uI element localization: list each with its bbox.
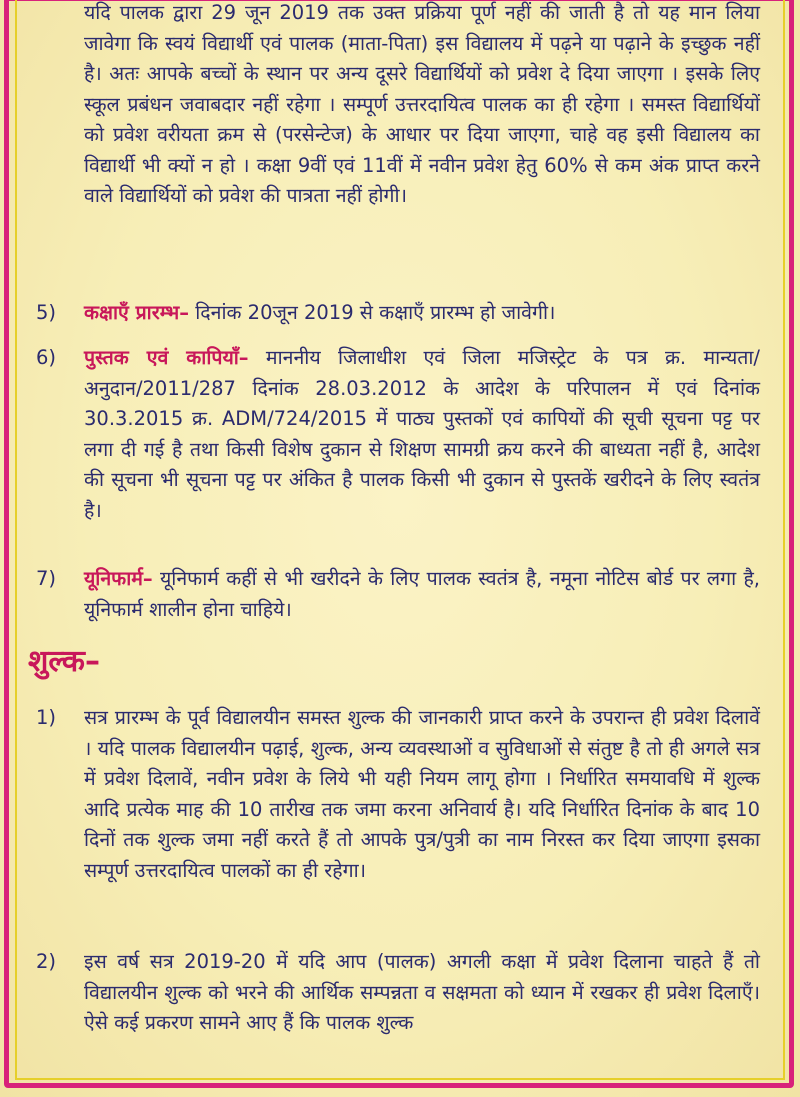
- fee-1-number: 1): [36, 706, 57, 729]
- intro-paragraph: यदि पालक द्वारा 29 जून 2019 तक उक्त प्रक्रिया पूर्ण नहीं की जाती है तो यह मान लिया जावेगा कि स्वयं विद्यार्थी एवं पालक (माता-पिता) इस विद्यालय में पढ़ने या पढ़ाने के इच्छुक नहीं है। अतः आपके बच्चों के स्थान पर अन्य दूसरे विद्यार्थियों को प्रवेश दे दिया जाएगा । इसके लिए स्कूल प्रबंधन जवाबदार नहीं रहेगा । सम्पूर्ण उत्तरदायित्व पालक का ही रहेगा । समस्त विद्यार्थियों को प्रवेश वरीयता क्रम से (परसेन्टेज) के आधार पर दिया जाएगा, चाहे वह इसी विद्यालय का विद्यार्थी भी क्यों न हो । कक्षा 9वीं एवं 11वीं में नवीन प्रवेश हेतु 60% से कम अंक प्राप्त करने वाले विद्यार्थियों को प्रवेश की पात्रता नहीं होगी।: [84, 1, 760, 207]
- rule-7-title: यूनिफार्म–: [84, 567, 153, 590]
- rule-6-number: 6): [36, 346, 57, 369]
- rule-6-title: पुस्तक एवं कापियाँ–: [84, 346, 249, 369]
- rule-5-number: 5): [36, 301, 57, 324]
- rule-7-paragraph: [84, 564, 760, 625]
- rule-6-paragraph: [84, 343, 760, 526]
- fee-1-paragraph: सत्र प्रारम्भ के पूर्व विद्यालयीन समस्त शुल्क की जानकारी प्राप्त करने के उपरान्त ही प्रवेश दिलावें । यदि पालक विद्यालयीन पढ़ाई, शुल्क, अन्य व्यवस्थाओं व सुविधाओं से संतुष्ट है तो ही अगले सत्र में प्रवेश दिलावें, नवीन प्रवेश के लिये भी यही नियम लागू होगा । निर्धारित समयावधि में शुल्क आदि प्रत्येक माह की 10 तारीख तक जमा करना अनिवार्य है। यदि निर्धारित दिनांक के बाद 10 दिनों तक शुल्क जमा नहीं करते हैं तो आपके पुत्र/पुत्री का नाम निरस्त कर दिया जाएगा इसका सम्पूर्ण उत्तरदायित्व पालकों का ही रहेगा।: [84, 706, 760, 882]
- rule-7-text: यूनिफार्म कहीं से भी खरीदने के लिए पालक स्वतंत्र है, नमूना नोटिस बोर्ड पर लगा है, यूनिफार्म शालीन होना चाहिये।: [84, 567, 760, 621]
- fees-heading: शुल्क–: [28, 644, 100, 679]
- rule-5-title: कक्षाएँ प्रारम्भ–: [84, 301, 190, 324]
- fee-2-number: 2): [36, 950, 57, 973]
- rule-5-text: दिनांक 20जून 2019 से कक्षाएँ प्रारम्भ हो जावेगी।: [189, 301, 556, 324]
- rule-7-number: 7): [36, 567, 57, 590]
- fee-2-paragraph: इस वर्ष सत्र 2019-20 में यदि आप (पालक) अगली कक्षा में प्रवेश दिलाना चाहते हैं तो विद्यालयीन शुल्क को भरने की आर्थिक सम्पन्नता व सक्षमता को ध्यान में रखकर ही प्रवेश दिलाएँ। ऐसे कई प्रकरण सामने आए हैं कि पालक शुल्क: [84, 950, 760, 1034]
- rule-6-text: माननीय जिलाधीश एवं जिला मजिस्ट्रेट के पत्र क्र. मान्यता/अनुदान/2011/287 दिनांक 28.03.2012 के आदेश के परिपालन में एवं दिनांक 30.3.2015 क्र. ADM/724/2015 में पाठ्य पुस्तकों एवं कापियों की सूची सूचना पट्ट पर लगा दी गई है तथा किसी विशेष दुकान से शिक्षण सामग्री क्रय करने की बाध्यता नहीं है, आदेश की सूचना भी सूचना पट्ट पर अंकित है पालक किसी भी दुकान से पुस्तकें खरीदने के लिए स्वतंत्र है।: [84, 346, 760, 522]
- rule-5-paragraph: [84, 298, 760, 329]
